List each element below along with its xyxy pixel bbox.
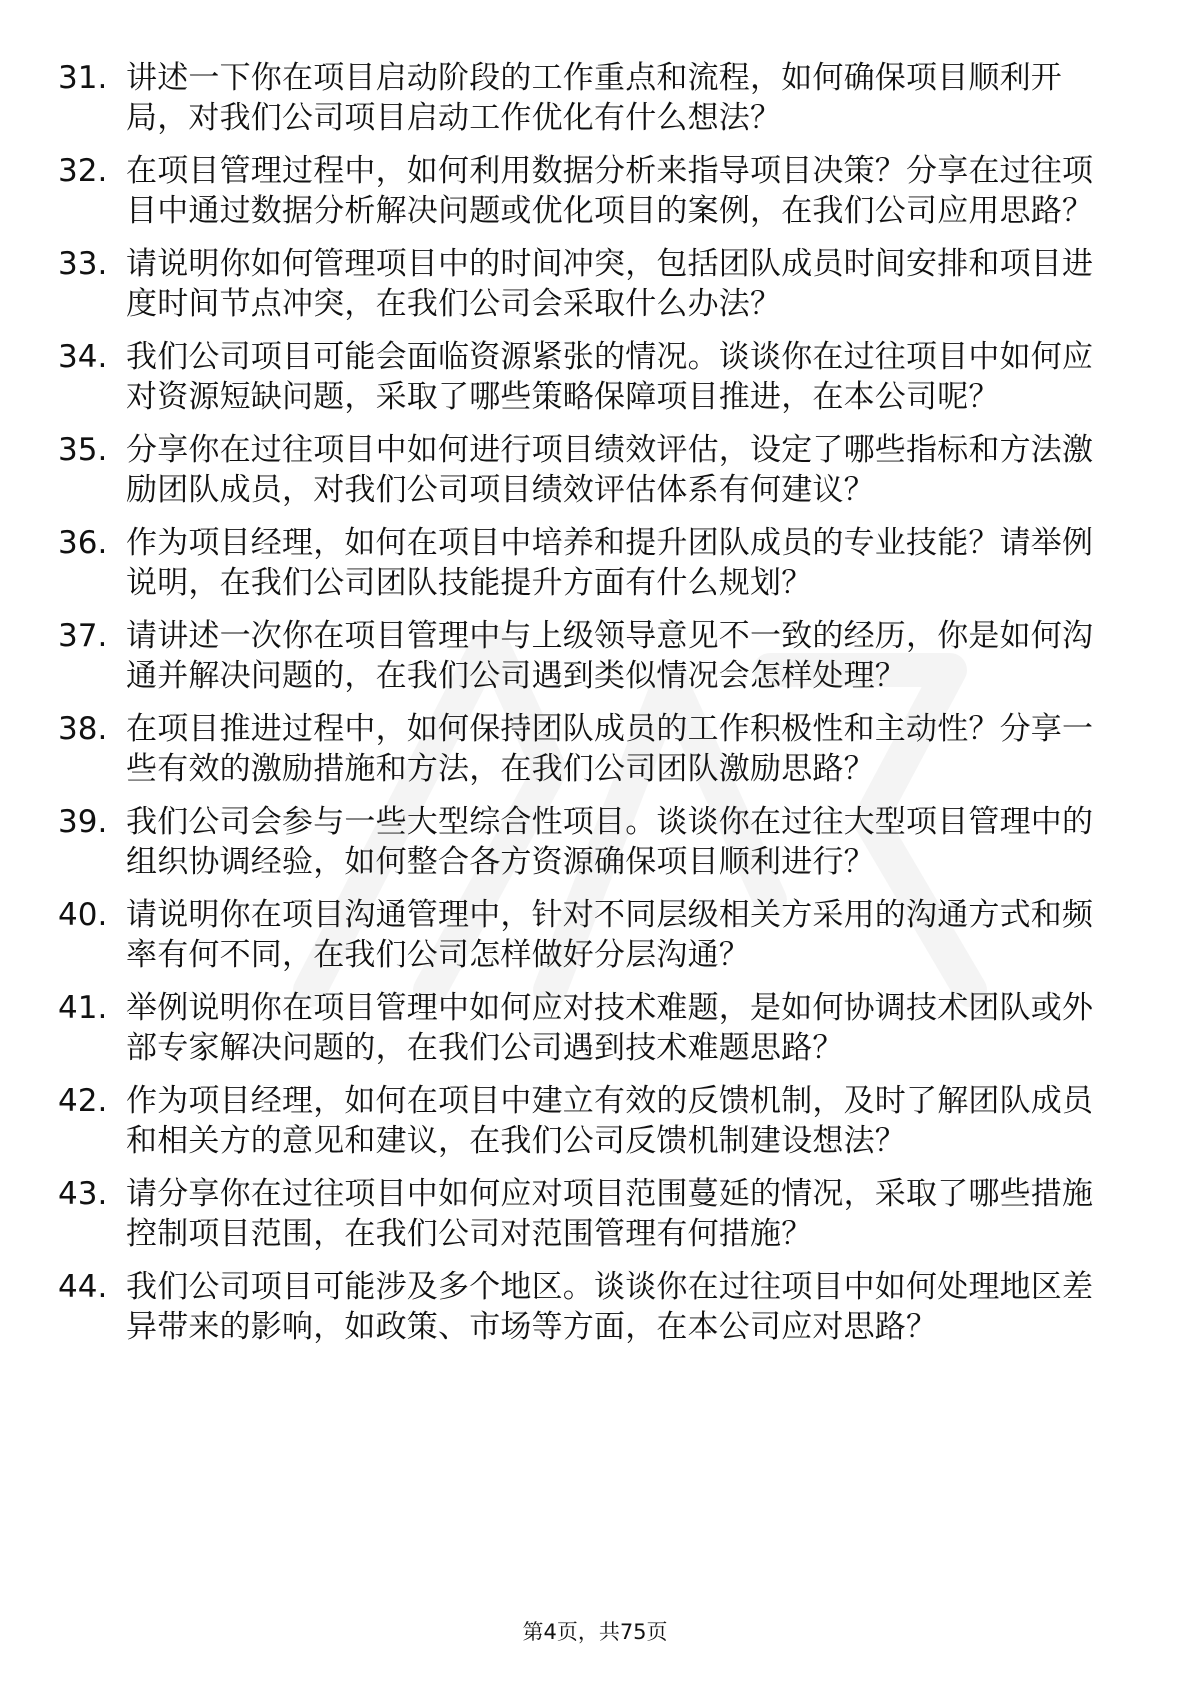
question-text: 在项目管理过程中，如何利用数据分析来指导项目决策？分享在过往项目中通过数据分析解决问题或优化项目的案例，在我们公司应用思路？ xyxy=(126,153,1094,229)
question-number: 33. xyxy=(58,246,108,282)
question-number: 35. xyxy=(58,432,108,468)
question-number: 31. xyxy=(58,60,108,96)
question-text: 请说明你在项目沟通管理中，针对不同层级相关方采用的沟通方式和频率有何不同，在我们公司怎样做好分层沟通？ xyxy=(126,897,1094,973)
question-text: 讲述一下你在项目启动阶段的工作重点和流程，如何确保项目顺利开局，对我们公司项目启动工作优化有什么想法？ xyxy=(126,60,1062,136)
question-number: 39. xyxy=(58,804,108,840)
question-item xyxy=(58,709,1118,789)
question-text: 请分享你在过往项目中如何应对项目范围蔓延的情况，采取了哪些措施控制项目范围，在我们公司对范围管理有何措施？ xyxy=(126,1176,1094,1252)
question-number: 44. xyxy=(58,1269,108,1305)
question-number: 41. xyxy=(58,990,108,1026)
question-text: 我们公司项目可能涉及多个地区。谈谈你在过往项目中如何处理地区差异带来的影响，如政策、市场等方面，在本公司应对思路？ xyxy=(126,1269,1094,1345)
page-number-footer: 第4页，共75页 xyxy=(522,1620,668,1644)
question-item xyxy=(58,58,1118,138)
question-text: 分享你在过往项目中如何进行项目绩效评估，设定了哪些指标和方法激励团队成员，对我们公司项目绩效评估体系有何建议？ xyxy=(126,432,1094,508)
question-text: 我们公司项目可能会面临资源紧张的情况。谈谈你在过往项目中如何应对资源短缺问题，采取了哪些策略保障项目推进，在本公司呢？ xyxy=(126,339,1094,415)
question-number: 40. xyxy=(58,897,108,933)
question-number: 38. xyxy=(58,711,108,747)
question-text: 举例说明你在项目管理中如何应对技术难题，是如何协调技术团队或外部专家解决问题的，在我们公司遇到技术难题思路？ xyxy=(126,990,1094,1066)
question-item xyxy=(58,523,1118,603)
question-text: 请讲述一次你在项目管理中与上级领导意见不一致的经历，你是如何沟通并解决问题的，在我们公司遇到类似情况会怎样处理？ xyxy=(126,618,1094,694)
question-text: 我们公司会参与一些大型综合性项目。谈谈你在过往大型项目管理中的组织协调经验，如何整合各方资源确保项目顺利进行？ xyxy=(126,804,1094,880)
question-number: 43. xyxy=(58,1176,108,1212)
question-item xyxy=(58,244,1118,324)
question-item xyxy=(58,151,1118,231)
question-list xyxy=(58,58,1118,1360)
question-item xyxy=(58,895,1118,975)
question-number: 32. xyxy=(58,153,108,189)
question-item xyxy=(58,430,1118,510)
question-item xyxy=(58,988,1118,1068)
question-text: 在项目推进过程中，如何保持团队成员的工作积极性和主动性？分享一些有效的激励措施和方法，在我们公司团队激励思路？ xyxy=(126,711,1094,787)
question-item xyxy=(58,337,1118,417)
question-number: 34. xyxy=(58,339,108,375)
question-text: 作为项目经理，如何在项目中建立有效的反馈机制，及时了解团队成员和相关方的意见和建议，在我们公司反馈机制建设想法？ xyxy=(126,1083,1094,1159)
question-item xyxy=(58,1174,1118,1254)
question-number: 42. xyxy=(58,1083,108,1119)
question-text: 作为项目经理，如何在项目中培养和提升团队成员的专业技能？请举例说明，在我们公司团队技能提升方面有什么规划？ xyxy=(126,525,1094,601)
question-number: 37. xyxy=(58,618,108,654)
question-item xyxy=(58,1081,1118,1161)
question-item xyxy=(58,616,1118,696)
question-number: 36. xyxy=(58,525,108,561)
question-item xyxy=(58,802,1118,882)
question-text: 请说明你如何管理项目中的时间冲突，包括团队成员时间安排和项目进度时间节点冲突，在我们公司会采取什么办法？ xyxy=(126,246,1094,322)
question-item xyxy=(58,1267,1118,1347)
